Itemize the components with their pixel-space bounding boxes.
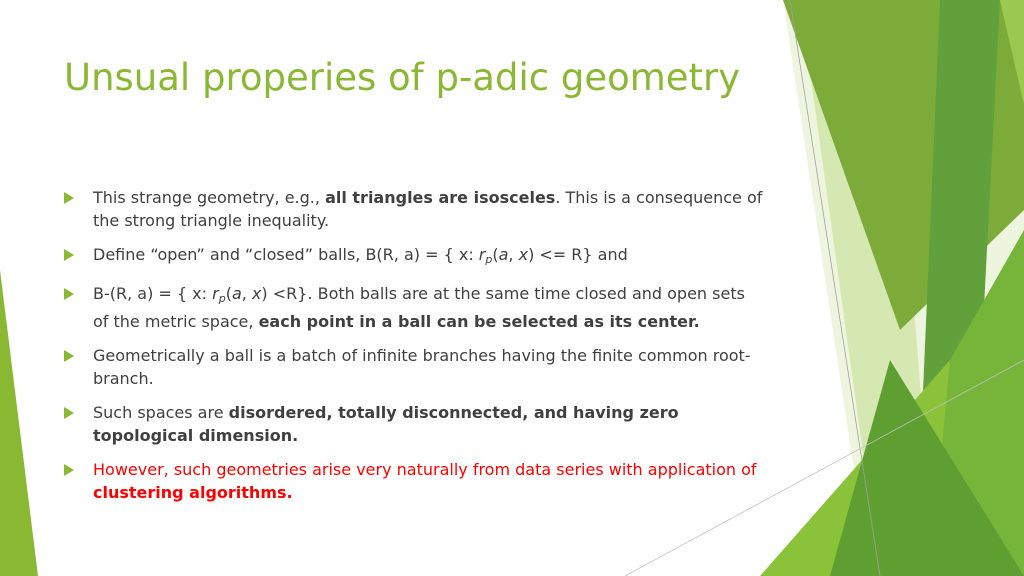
triangle-right-icon bbox=[64, 350, 74, 362]
bullet-list bbox=[64, 186, 764, 515]
triangle-right-icon bbox=[64, 407, 74, 419]
triangle-right-icon bbox=[64, 464, 74, 476]
bullet-item: Define “open” and “closed” balls, B(R, a) = { x: $r_p(a$, x) <= R} and bbox=[64, 243, 764, 271]
triangle-right-icon bbox=[64, 192, 74, 204]
triangle-right-icon bbox=[64, 288, 74, 300]
bullet-item-highlight: However, such geometries arise very naturally from data series with application of clustering algorithms. bbox=[64, 458, 764, 504]
bullet-item: This strange geometry, e.g., all triangles are isosceles. This is a consequence of the strong triangle inequality. bbox=[64, 186, 764, 232]
bullet-item: B-(R, a) = { x: $r_p(a$, x) <R}. Both balls are at the same time closed and open sets of the metric space, each point in a ball can be selected as its center. bbox=[64, 282, 764, 333]
triangle-right-icon bbox=[64, 249, 74, 261]
bullet-item: Geometrically a ball is a batch of infinite branches having the finite common root-branch. bbox=[64, 344, 764, 390]
slide-title: Unsual properies of p-adic geometry bbox=[64, 56, 741, 99]
left-green-band bbox=[0, 270, 38, 576]
bullet-item: Such spaces are disordered, totally disconnected, and having zero topological dimension. bbox=[64, 401, 764, 447]
